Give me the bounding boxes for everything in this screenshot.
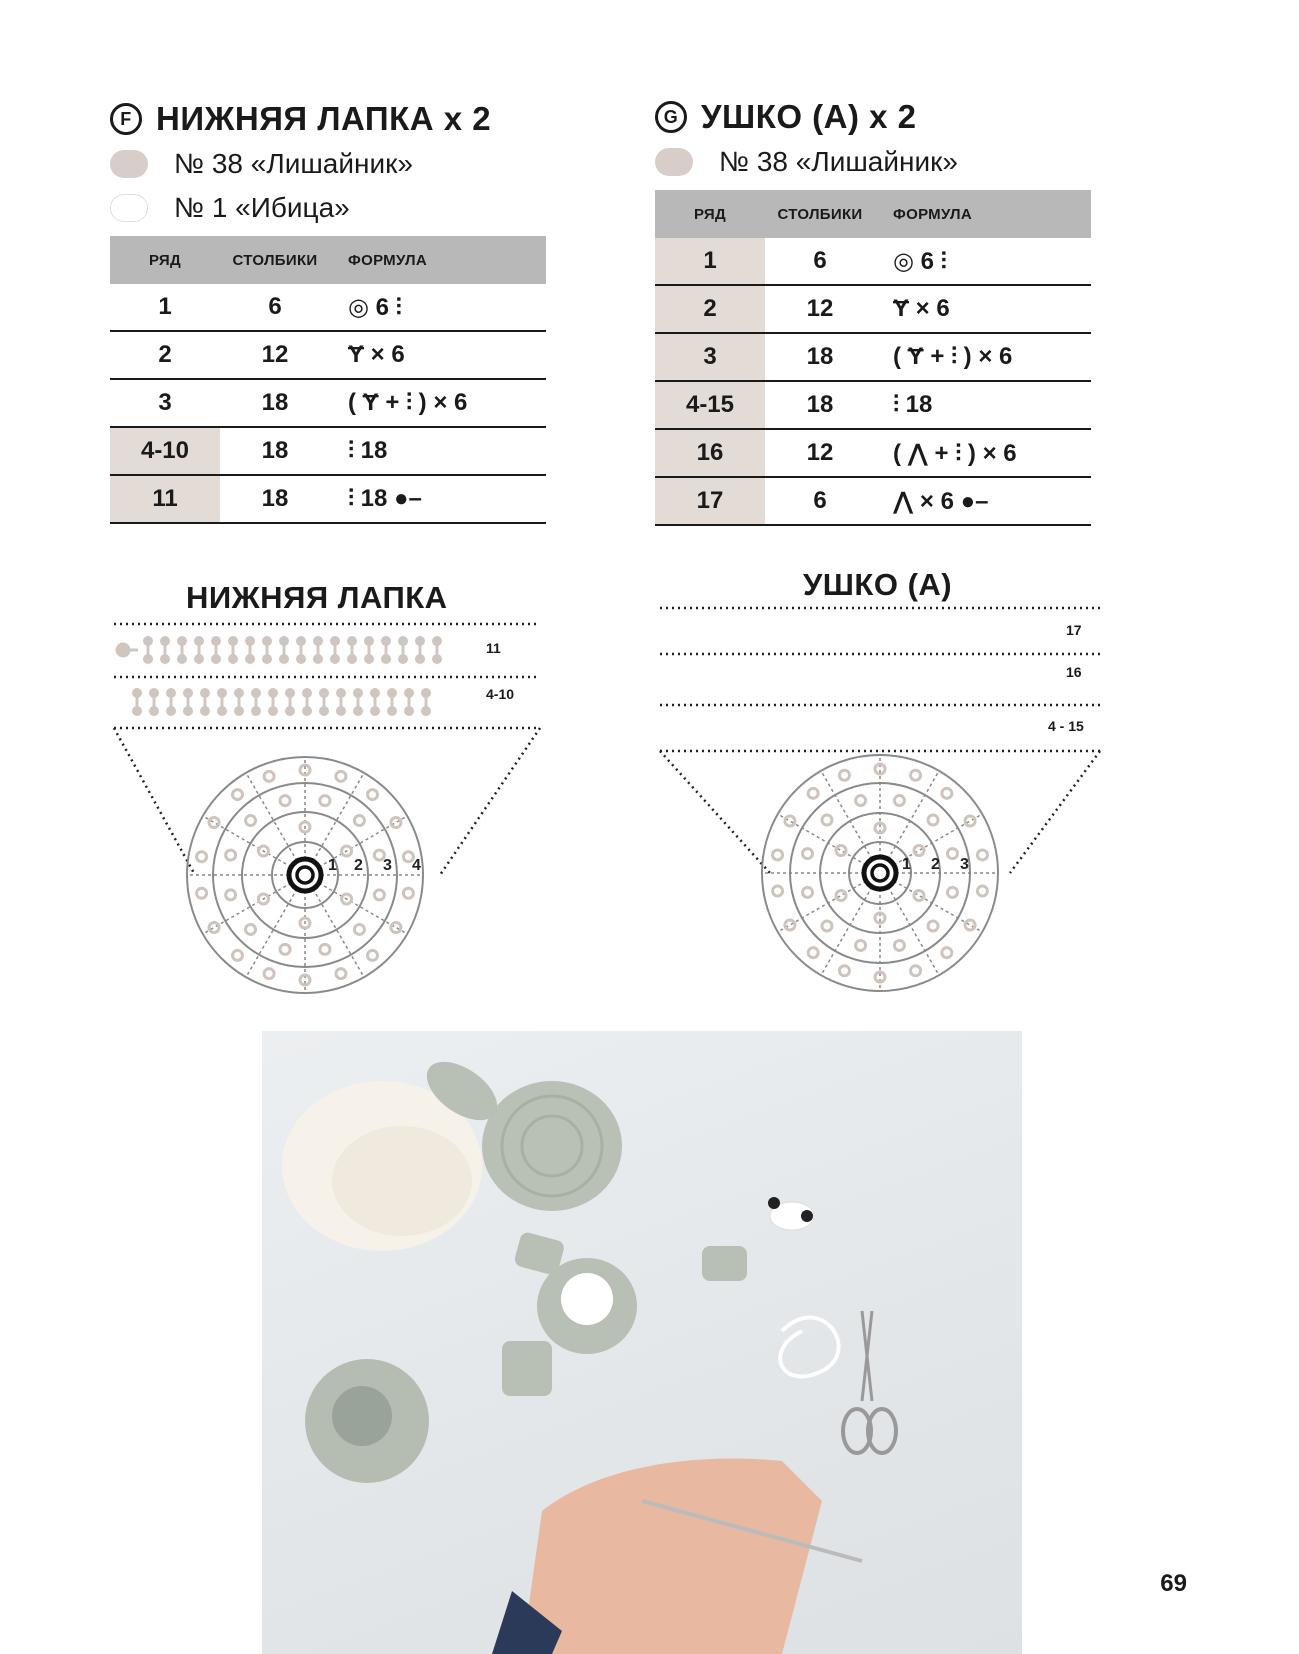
stitch-symbol <box>803 887 813 897</box>
table-row <box>655 285 1091 333</box>
stitch-count: 12 <box>765 285 875 333</box>
ring-label: 2 <box>931 856 940 873</box>
stitch-symbol <box>213 656 220 663</box>
table-row <box>655 477 1091 525</box>
table-row <box>110 427 546 475</box>
right-pattern-table <box>655 190 1091 526</box>
table-row <box>110 475 546 523</box>
header-row: РЯД <box>655 190 765 238</box>
stitch-symbol <box>434 656 441 663</box>
yarn-swatch <box>110 150 148 178</box>
stitch-count: 18 <box>765 333 875 381</box>
table-row <box>110 379 546 427</box>
section-letter-badge: G <box>655 101 687 133</box>
table-header-row <box>110 236 546 284</box>
formula: ( ⋀ + ⫶ ) × 6 <box>875 429 1091 477</box>
stitch-symbol <box>202 708 209 715</box>
yarn-label: № 1 «Ибица» <box>174 192 350 223</box>
stitch-symbol <box>332 656 339 663</box>
stitch-symbol <box>875 823 885 833</box>
stitch-symbol <box>185 708 192 715</box>
stitch-symbol <box>965 920 975 930</box>
table-row <box>655 429 1091 477</box>
stitch-symbol <box>196 656 203 663</box>
stitch-count: 6 <box>765 238 875 285</box>
table-header-row <box>655 190 1091 238</box>
formula: ⫶ 18 ●– <box>330 475 546 523</box>
ring-label: 4 <box>412 857 421 874</box>
stitch-symbol <box>808 788 818 798</box>
ring-label: 2 <box>354 857 363 874</box>
stitch-symbol <box>773 850 783 860</box>
diagram-row-label: 16 <box>1066 664 1082 680</box>
stitch-symbol <box>875 764 885 774</box>
header-row: РЯД <box>110 236 220 284</box>
stitch-symbol <box>226 890 236 900</box>
stitch-symbol <box>236 708 243 715</box>
ring-label: 1 <box>328 857 337 874</box>
stitch-symbol <box>423 708 430 715</box>
left-section-title <box>110 100 491 138</box>
stitch-symbol <box>911 966 921 976</box>
section-letter-badge: F <box>110 103 142 135</box>
stitch-symbol <box>349 656 356 663</box>
yarn-legend-item <box>110 148 413 180</box>
stitch-symbol <box>354 924 364 934</box>
yarn-swatch <box>110 194 148 222</box>
stitch-count: 12 <box>765 429 875 477</box>
row-number: 4-10 <box>110 427 220 475</box>
diagram-row-label: 17 <box>1066 622 1082 638</box>
stitch-symbol <box>300 765 310 775</box>
stitch-symbol <box>247 656 254 663</box>
stitch-symbol <box>406 708 413 715</box>
stitch-symbol <box>894 796 904 806</box>
stitch-symbol <box>321 708 328 715</box>
stitch-symbol <box>803 849 813 859</box>
stitch-symbol <box>280 944 290 954</box>
yarn-label: № 38 «Лишайник» <box>174 148 413 179</box>
right-diagram-title: УШКО (А) <box>803 567 953 602</box>
stitch-symbol <box>162 656 169 663</box>
stitch-symbol <box>822 921 832 931</box>
stitch-symbol <box>928 921 938 931</box>
stitch-symbol <box>209 818 219 828</box>
stitch-symbol <box>785 816 795 826</box>
header-stitches: СТОЛБИКИ <box>220 236 330 284</box>
stitch-symbol <box>400 656 407 663</box>
diagram-row-label: 4 - 15 <box>1048 718 1084 734</box>
header-stitches: СТОЛБИКИ <box>765 190 875 238</box>
stitch-symbol <box>875 972 885 982</box>
stitch-symbol <box>145 656 152 663</box>
stitch-symbol <box>389 708 396 715</box>
stitch-symbol <box>947 849 957 859</box>
yarn-label: № 38 «Лишайник» <box>719 146 958 177</box>
stitch-symbol <box>300 975 310 985</box>
row-number: 2 <box>655 285 765 333</box>
stitch-symbol <box>977 886 987 896</box>
row-number: 1 <box>110 284 220 331</box>
formula: ⋀ × 6 ●– <box>875 477 1091 525</box>
formula: Ɏ × 6 <box>330 331 546 379</box>
row-number: 4-15 <box>655 381 765 429</box>
row-number: 3 <box>110 379 220 427</box>
stitch-symbol <box>281 656 288 663</box>
stitch-symbol <box>366 656 373 663</box>
formula: ⫶ 18 <box>330 427 546 475</box>
stitch-symbol <box>151 708 158 715</box>
stitch-symbol <box>233 790 243 800</box>
right-title-text: УШКО (А) x 2 <box>701 98 917 135</box>
formula: ◎ 6 ⫶ <box>330 284 546 331</box>
ring-label: 1 <box>902 856 911 873</box>
stitch-symbol <box>270 708 277 715</box>
diagram-row-label: 11 <box>486 640 501 656</box>
stitch-symbol <box>354 816 364 826</box>
yarn-legend-item <box>655 146 958 178</box>
page-number: 69 <box>1160 1570 1187 1597</box>
stitch-symbol <box>264 656 271 663</box>
stitch-symbol <box>253 708 260 715</box>
left-title-text: НИЖНЯЯ ЛАПКА x 2 <box>156 100 492 137</box>
stitch-symbol <box>928 815 938 825</box>
stitch-symbol <box>785 920 795 930</box>
formula: ◎ 6 ⫶ <box>875 238 1091 285</box>
diagram-row-label: 4-10 <box>486 686 515 702</box>
row-number: 11 <box>110 475 220 523</box>
stitch-symbol <box>320 944 330 954</box>
row-number: 3 <box>655 333 765 381</box>
table-row <box>655 238 1091 285</box>
formula: ⫶ 18 <box>875 381 1091 429</box>
stitch-symbol <box>875 913 885 923</box>
stitch-count: 12 <box>220 331 330 379</box>
stitch-symbol <box>367 950 377 960</box>
yarn-legend-item <box>110 192 350 224</box>
stitch-symbol <box>280 796 290 806</box>
stitch-symbol <box>417 656 424 663</box>
table-row <box>110 331 546 379</box>
formula: Ɏ × 6 <box>875 285 1091 333</box>
left-pattern-table <box>110 236 546 524</box>
stitch-symbol <box>287 708 294 715</box>
stitch-symbol <box>914 846 924 856</box>
stitch-symbol <box>773 886 783 896</box>
ring-label: 3 <box>383 857 392 874</box>
stitch-count: 18 <box>220 475 330 523</box>
row-number: 2 <box>110 331 220 379</box>
table-row <box>110 284 546 331</box>
stitch-symbol <box>197 852 207 862</box>
stitch-symbol <box>856 940 866 950</box>
stitch-symbol <box>822 815 832 825</box>
row-number: 1 <box>655 238 765 285</box>
stitch-symbol <box>403 888 413 898</box>
right-section-title <box>655 98 917 136</box>
stitch-symbol <box>894 940 904 950</box>
left-diagram-title: НИЖНЯЯ ЛАПКА <box>186 580 448 615</box>
header-formula: ФОРМУЛА <box>875 190 1091 238</box>
stitch-count: 18 <box>765 381 875 429</box>
stitch-symbol <box>911 770 921 780</box>
stitch-symbol <box>168 708 175 715</box>
stitch-symbol <box>942 948 952 958</box>
yarn-swatch <box>655 148 693 176</box>
stitch-count: 6 <box>765 477 875 525</box>
stitch-symbol <box>367 790 377 800</box>
stitch-symbol <box>947 887 957 897</box>
stitch-symbol <box>336 969 346 979</box>
stitch-symbol <box>808 948 818 958</box>
stitch-symbol <box>246 816 256 826</box>
table-row <box>655 333 1091 381</box>
stitch-count: 18 <box>220 427 330 475</box>
ring-label: 3 <box>960 856 969 873</box>
stitch-symbol <box>338 708 345 715</box>
stitch-symbol <box>942 788 952 798</box>
stitch-symbol <box>246 924 256 934</box>
stitch-symbol <box>836 846 846 856</box>
right-crochet-diagram <box>648 596 1108 996</box>
stitch-symbol <box>134 708 141 715</box>
stitch-symbol <box>226 850 236 860</box>
stitch-symbol <box>230 656 237 663</box>
stitch-count: 6 <box>220 284 330 331</box>
stitch-symbol <box>839 770 849 780</box>
stitch-symbol <box>264 771 274 781</box>
stitch-symbol <box>977 850 987 860</box>
formula: ( Ɏ + ⫶ ) × 6 <box>330 379 546 427</box>
project-photo <box>262 1031 1022 1654</box>
table-row <box>655 381 1091 429</box>
stitch-count: 18 <box>220 379 330 427</box>
header-formula: ФОРМУЛА <box>330 236 546 284</box>
formula: ( Ɏ + ⫶ ) × 6 <box>875 333 1091 381</box>
stitch-symbol <box>836 891 846 901</box>
stitch-symbol <box>298 656 305 663</box>
row-number: 16 <box>655 429 765 477</box>
stitch-symbol <box>374 890 384 900</box>
stitch-symbol <box>355 708 362 715</box>
stitch-symbol <box>219 708 226 715</box>
stitch-symbol <box>209 923 219 933</box>
stitch-symbol <box>304 708 311 715</box>
stitch-symbol <box>197 888 207 898</box>
stitch-symbol <box>336 771 346 781</box>
stitch-symbol <box>856 796 866 806</box>
stitch-symbol <box>179 656 186 663</box>
stitch-symbol <box>315 656 322 663</box>
stitch-symbol <box>383 656 390 663</box>
stitch-symbol <box>965 816 975 826</box>
stitch-symbol <box>233 950 243 960</box>
stitch-symbol <box>264 969 274 979</box>
row-number: 17 <box>655 477 765 525</box>
stitch-symbol <box>372 708 379 715</box>
stitch-symbol <box>839 966 849 976</box>
stitch-symbol <box>320 796 330 806</box>
left-crochet-diagram <box>100 610 560 1000</box>
stitch-symbol <box>914 891 924 901</box>
